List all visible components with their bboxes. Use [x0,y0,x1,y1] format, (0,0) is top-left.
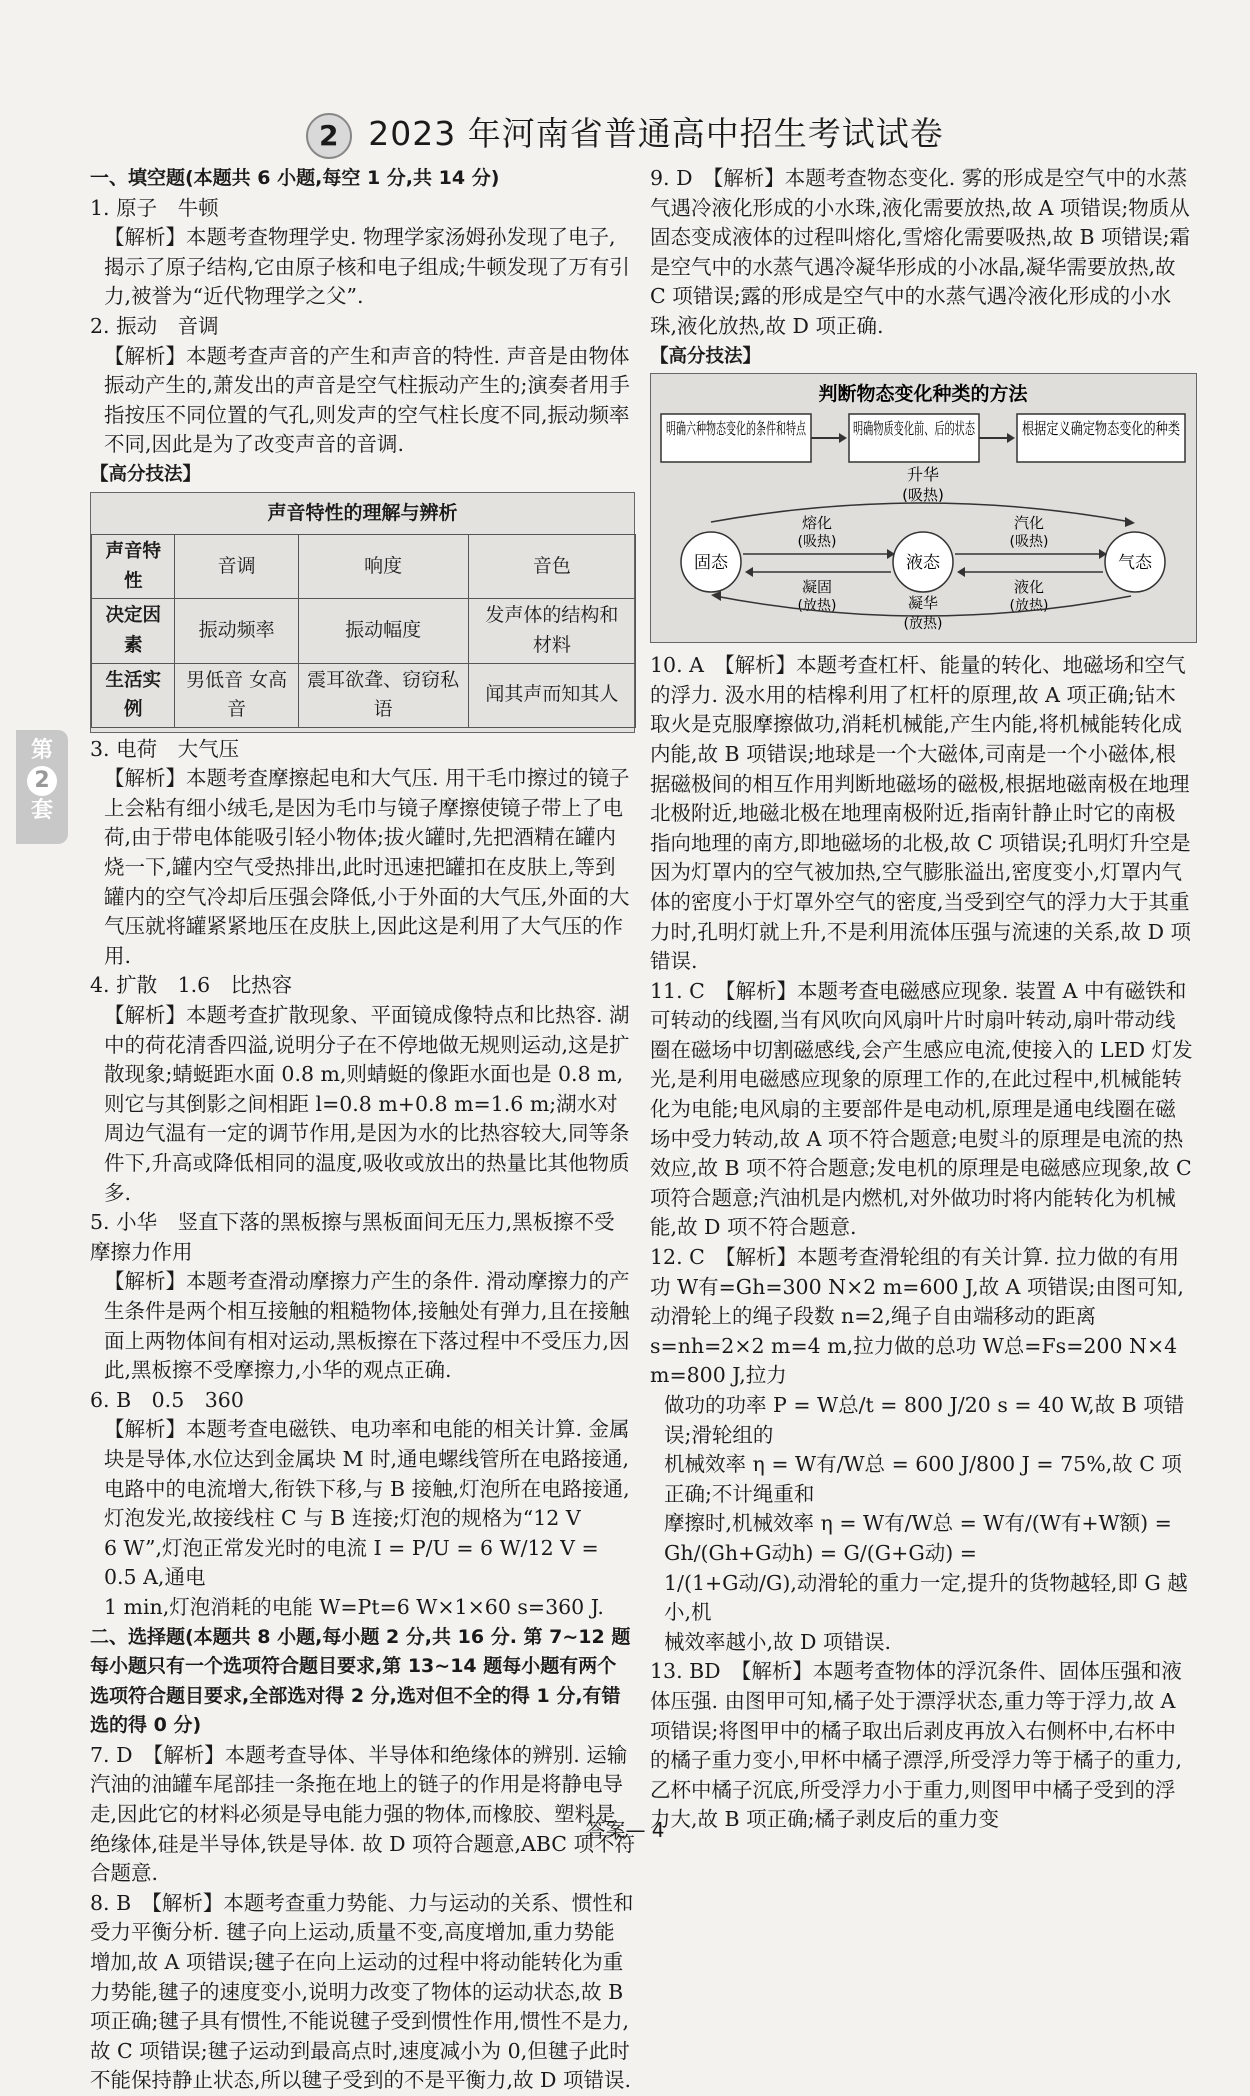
q3-answer: 3. 电荷 大气压 [90,736,240,761]
state-solid-label: 固态 [694,553,728,574]
q6-answer: 6. B 0.5 360 [90,1387,244,1412]
state-change-diagram [651,374,1196,642]
table-cell: 发声体的结构和材料 [468,599,635,663]
side-tab-line2: 套 [30,798,53,823]
label-ronghua: 熔化 [801,514,833,533]
exam-title: 2023 年河南省普通高中招生考试试卷 [368,114,944,153]
q6-energy: 1 min,灯泡消耗的电能 W=Pt=6 W×1×60 s=360 J. [104,1594,604,1619]
flow-arrowhead [1007,433,1015,443]
arrowhead [745,567,753,577]
side-tab [16,730,68,844]
state-gas-label: 气态 [1118,553,1152,574]
table-cell: 振动频率 [175,599,298,663]
q12-efficiency: 机械效率 η = W有/W总 = 600 J/800 J = 75%,故 C 项正确;不计绳重和 [664,1452,1182,1506]
label-fangre-2: (放热) [1009,598,1049,615]
flow-text-1: 明确六种物态变化的条件和特点 [666,419,807,439]
q12-formula-2: 1/(1+G动/G),动滑轮的重力一定,提升的货物越轻,即 G 越小,机 [664,1570,1188,1625]
section2-heading: 二、选择题(本题共 8 小题,每小题 2 分,共 16 分. 第 7~12 题每小题只有一个选项符合题目要求,第 13~14 题每小题有两个选项符合题目要求,全部选对得 2 分,选对但不全的得 1 分,有错选的得 0 分) [90,1625,631,1737]
table-cell: 闻其声而知其人 [468,663,635,727]
q2-answer: 2. 振动 音调 [90,313,219,338]
arrowhead [1125,517,1135,527]
table-cell: 音色 [468,535,635,599]
table-cell: 男低音 女高音 [175,663,298,727]
tip-label: 【高分技法】 [90,463,202,485]
q7-answer: 7. D 【解析】本题考查导体、半导体和绝缘体的辨别. 运输汽油的油罐车尾部挂一条拖在地上的链子的作用是将静电导走,因此它的材料必须是导电能力强的物体,而橡胶、塑料是绝缘体,硅是半导体,铁是导体. 故 D 项符合题意,ABC 项不符合题意. [90,1742,636,1886]
tip-label-2: 【高分技法】 [650,345,762,367]
arrow-sublimation [711,503,1131,522]
label-xire-2: (吸热) [797,534,837,551]
right-column [650,164,1195,1835]
label-ninghua: 凝华 [907,594,939,613]
table-cell: 震耳欲聋、窃窃私语 [298,663,468,727]
table-row [92,663,636,727]
flow-arrowhead [839,433,847,443]
set-number-badge: 2 [306,113,352,159]
q12-power: 做功的功率 P = W总/t = 800 J/20 s = 40 W,故 B 项错误;滑轮组的 [664,1393,1185,1447]
page-footer: 答案— 4 [585,1818,665,1842]
flow-text-2: 明确物质变化前、后的状态 [853,419,976,439]
table-row [92,599,636,663]
q6-explanation: 【解析】本题考查电磁铁、电功率和电能的相关计算. 金属块是导体,水位达到金属块 M 时,通电螺线管所在电路接通,电路中的电流增大,衔铁下移,与 B 接触,灯泡所在电路接通,灯泡发光,故接线柱 C 与 B 连接;灯泡的规格为“12 V [104,1417,630,1531]
label-xire-3: (吸热) [1009,534,1049,551]
label-yehua: 液化 [1013,578,1045,597]
label-fangre-1: (放热) [797,598,837,615]
q2-explanation: 【解析】本题考查声音的产生和声音的特性. 声音是由物体振动产生的,萧发出的声音是空气柱振动产生的;演奏者用手指按压不同位置的气孔,则发声的空气柱长度不同,振动频率不同,因此是为了改变声音的音调. [104,343,630,457]
sound-table-title: 声音特性的理解与辨析 [267,501,458,524]
q13-answer: 13. BD 【解析】本题考查物体的浮沉条件、固体压强和液体压强. 由图甲可知,橘子处于漂浮状态,重力等于浮力,故 A 项错误;将图甲中的橘子取出后剥皮再放入右侧杯中,右杯中的橘子重力变小,甲杯中橘子漂浮,所受浮力等于橘子的重力,乙杯中橘子沉底,所受浮力小于重力,则图甲中橘子受到的浮力大,故 B 项正确;橘子剥皮后的重力变 [650,1659,1183,1832]
fig-title: 判断物态变化种类的方法 [818,383,1028,406]
q3-explanation: 【解析】本题考查摩擦起电和大气压. 用干毛巾擦过的镜子上会粘有细小绒毛,是因为毛巾与镜子摩擦使镜子带上了电荷,由于带电体能吸引轻小物体;拔火罐时,先把酒精在罐内烧一下,罐内空气受热排出,此时迅速把罐扣在皮肤上,等到罐内的空气冷却后压强会降低,小于外面的大气压,外面的大气压就将罐紧紧地压在皮肤上,因此这是利用了大气压的作用. [104,766,630,968]
sound-table-box [90,492,635,733]
label-qihua: 汽化 [1013,514,1045,533]
q12-conclusion: 械效率越小,故 D 项错误. [664,1629,892,1654]
q8-answer: 8. B 【解析】本题考查重力势能、力与运动的关系、惯性和受力平衡分析. 毽子向上运动,质量不变,高度增加,重力势能增加,故 A 项错误;毽子在向上运动的过程中将动能转化为重力势能,毽子的速度变小,说明力改变了物体的运动状态,故 B 项正确;毽子具有惯性,不能说毽子受到惯性作用,惯性不是力,故 C 项错误;毽子运动到最高点时,速度减小为 0,但毽子此时不能保持静止状态,所以毽子受到的不是平衡力,故 D 项错误. [90,1890,634,2093]
q6-formula: 6 W”,灯泡正常发光时的电流 I = P/U = 6 W/12 V = 0.5 A,通电 [104,1535,599,1590]
flow-text-3: 根据定义确定物态变化的种类 [1022,419,1180,439]
q1-explanation: 【解析】本题考查物理学史. 物理学家汤姆孙发现了电子,揭示了原子结构,它由原子核和电子组成;牛顿发现了万有引力,被誉为“近代物理学之父”. [104,225,630,309]
label-ninggu: 凝固 [801,578,833,597]
table-cell: 决定因素 [92,599,175,663]
label-xire-1: (吸热) [902,486,944,505]
arrowhead [957,567,965,577]
left-column [90,164,635,2096]
label-shenghua: 升华 [906,465,940,485]
q5-explanation: 【解析】本题考查滑动摩擦力产生的条件. 滑动摩擦力的产生条件是两个相互接触的粗糙物体,接触处有弹力,且在接触面上两物体间有相对运动,黑板擦在下落过程中不受压力,因此,黑板擦不受摩擦力,小华的观点正确. [104,1269,630,1383]
q10-answer: 10. A 【解析】本题考查杠杆、能量的转化、地磁场和空气的浮力. 汲水用的桔槔利用了杠杆的原理,故 A 项正确;钻木取火是克服摩擦做功,消耗机械能,产生内能,将机械能转化成内能,故 B 项错误;地球是一个大磁体,司南是一个小磁体,根据磁极间的相互作用判断地磁场的磁极,根据地磁南极在地理北极附近,地磁北极在地理南极附近,指南针静止时它的南极指向地理的南方,即地磁场的北极,故 C 项错误;孔明灯升空是因为灯罩内的空气被加热,空气膨胀溢出,密度变小,灯罩内气体的密度小于灯罩外空气的密度,当受到空气的浮力大于其重力时,孔明灯就上升,不是利用流体压强与流速的关系,故 D 项错误. [650,653,1192,974]
q12-formula: 摩擦时,机械效率 η = W有/W总 = W有/(W有+W额) = Gh/(Gh+G动h) = G/(G+G动) = [664,1511,1172,1565]
sound-table [91,534,636,728]
side-tab-line1: 第 [30,738,53,763]
section1-heading: 一、填空题(本题共 6 小题,每空 1 分,共 14 分) [90,167,500,189]
q5-answer: 5. 小华 竖直下落的黑板擦与黑板面间无压力,黑板擦不受摩擦力作用 [90,1210,615,1264]
state-liquid-label: 液态 [906,553,940,574]
table-cell: 音调 [175,535,298,599]
table-cell: 响度 [298,535,468,599]
q4-explanation: 【解析】本题考查扩散现象、平面镜成像特点和比热容. 湖中的荷花清香四溢,说明分子在不停地做无规则运动,这是扩散现象;蜻蜓距水面 0.8 m,则蜻蜓的像距水面也是 0.8 m,则它与其倒影之间相距 l=0.8 m+0.8 m=1.6 m;湖水对周边气温有一定的调节作用,是因为水的比热容较大,同等条件下,升高或降低相同的温度,吸收或放出的热量比其他物质多. [104,1003,630,1205]
table-row [92,535,636,599]
table-cell: 声音特性 [92,535,175,599]
q12-answer: 12. C 【解析】本题考查滑轮组的有关计算. 拉力做的有用功 W有=Gh=300 N×2 m=600 J,故 A 项错误;由图可知,动滑轮上的绳子段数 n=2,绳子自由端移动的距离 s=nh=2×2 m=4 m,拉力做的总功 W总=Fs=200 N×4 m=800 J,拉力 [650,1245,1184,1388]
q1-answer: 1. 原子 牛顿 [90,195,219,220]
side-tab-number: 2 [27,766,57,796]
q9-answer: 9. D 【解析】本题考查物态变化. 雾的形成是空气中的水蒸气遇冷液化形成的小水珠,液化需要放热,故 A 项错误;物质从固态变成液体的过程叫熔化,雪熔化需要吸热,故 B 项错误;霜是空气中的水蒸气遇冷凝华形成的小冰晶,凝华需要放热,故 C 项错误;露的形成是空气中的水蒸气遇冷液化形成的小水珠,液化放热,故 D 项正确. [650,166,1191,338]
page-title [0,108,1250,159]
state-change-figure [650,373,1197,643]
q4-answer: 4. 扩散 1.6 比热容 [90,973,293,998]
table-cell: 生活实例 [92,663,175,727]
q11-answer: 11. C 【解析】本题考查电磁感应现象. 装置 A 中有磁铁和可转动的线圈,当有风吹向风扇叶片时扇叶转动,扇叶带动线圈在磁场中切割磁感线,会产生感应电流,使接入的 LED 灯发光,是利用电磁感应现象的原理工作的,在此过程中,机械能转化为电能;电风扇的主要部件是电动机,原理是通电线圈在磁场中受力转动,故 A 项不符合题意;电熨斗的原理是电流的热效应,故 B 项不符合题意;发电机的原理是电磁感应现象,故 C 项符合题意;汽油机是内燃机,对外做功时将内能转化为机械能,故 D 项不符合题意. [650,978,1193,1240]
table-cell: 振动幅度 [298,599,468,663]
label-fangre-3: (放热) [903,616,943,633]
